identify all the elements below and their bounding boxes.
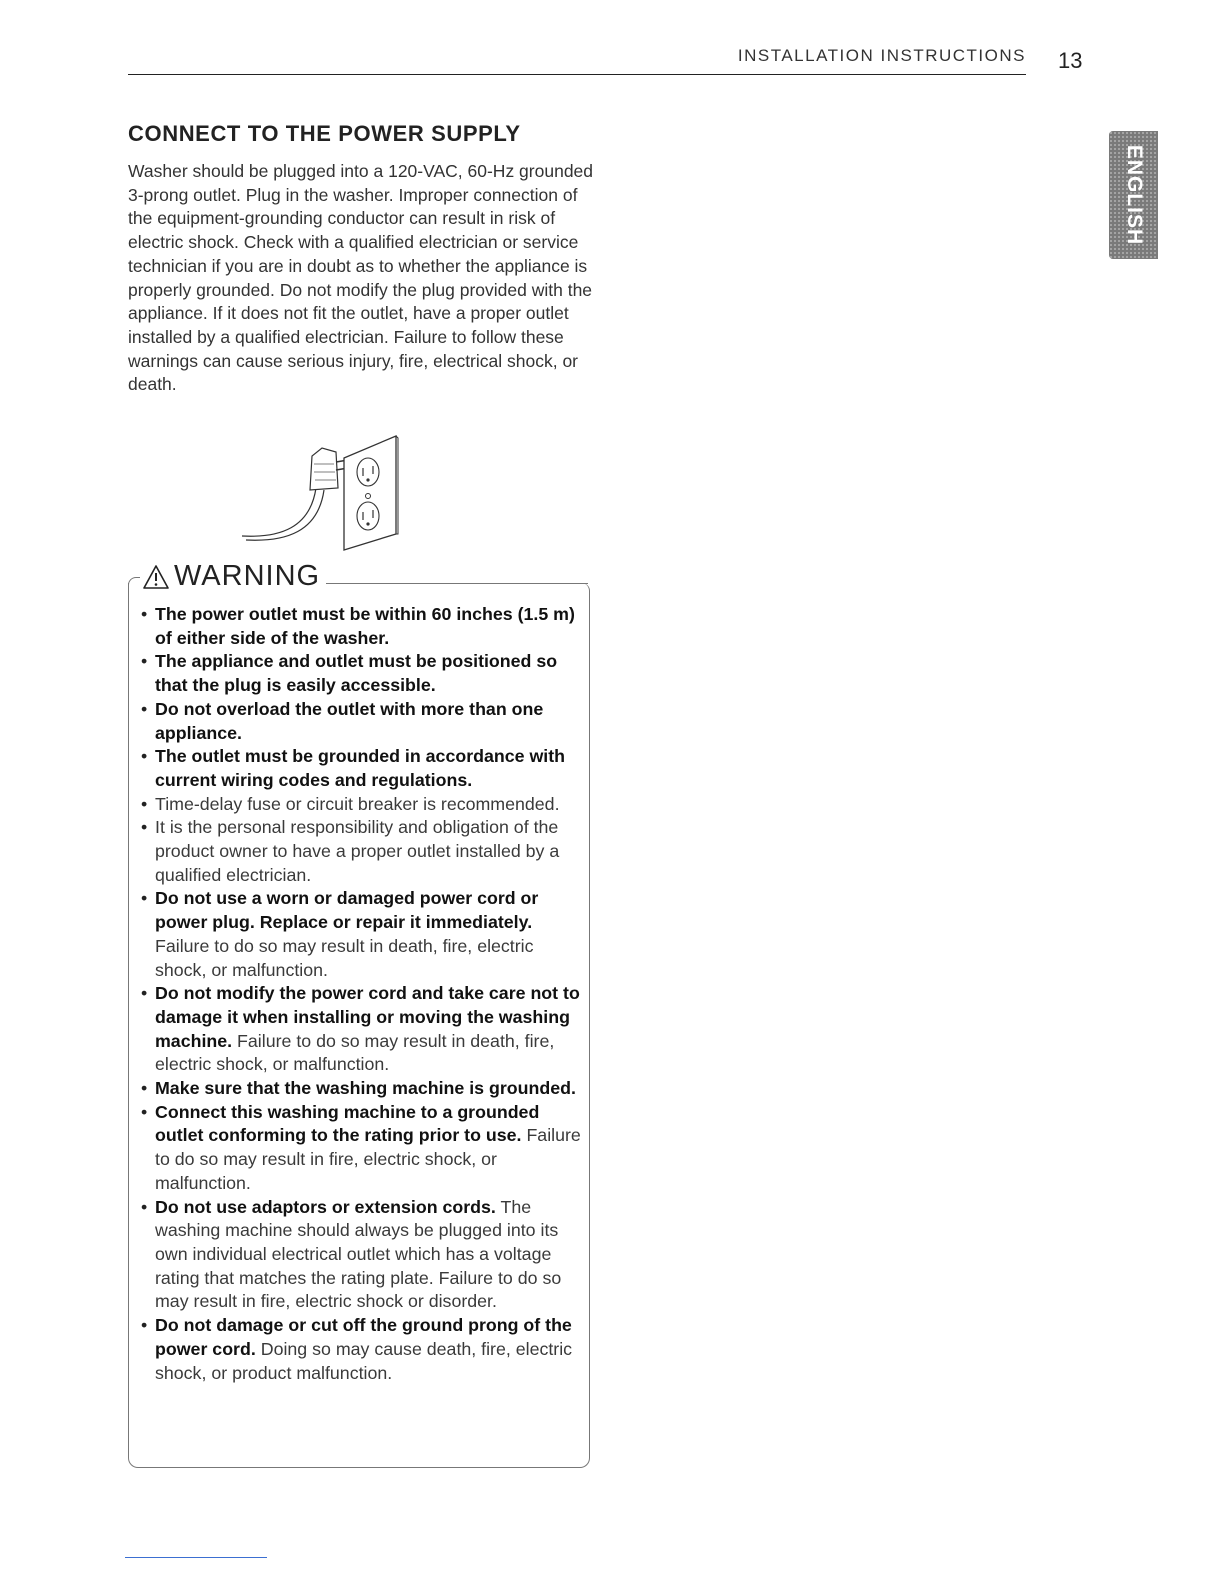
language-tab-label: ENGLISH	[1122, 144, 1146, 246]
warning-box-top-border	[318, 583, 588, 584]
warning-heading	[140, 560, 326, 593]
warning-item-text: The washing machine should always be plugged into its own individual electrical outlet which has a voltage rating that matches the rating plate. Failure to do so may result in fire, electric shock or disorder.	[155, 1196, 562, 1312]
warning-item	[141, 745, 581, 792]
warning-item	[141, 650, 581, 697]
warning-item	[141, 698, 581, 745]
running-header: INSTALLATION INSTRUCTIONS	[737, 46, 1026, 65]
warning-item	[141, 1101, 581, 1196]
warning-item-bold: Do not overload the outlet with more than one appliance.	[155, 698, 544, 743]
warning-item-text: Time-delay fuse or circuit breaker is recommended.	[155, 793, 560, 814]
warning-item	[141, 1314, 581, 1385]
warning-item-bold: Do not use a worn or damaged power cord or power plug. Replace or repair it immediately.	[155, 888, 539, 933]
warning-item-bold: Connect this washing machine to a grounded outlet conforming to the rating prior to use.	[155, 1101, 540, 1146]
warning-item	[141, 982, 581, 1077]
plug-and-outlet-icon	[240, 428, 410, 558]
warning-item-bold: Do not damage or cut off the ground prong of the power cord.	[155, 1315, 572, 1359]
section-body: Washer should be plugged into a 120-VAC, 60-Hz grounded 3-prong outlet. Plug in the washer. Improper connection of the equipment-grounding conductor can result in risk of electric shock. Check with a qualified electrician or service technician if you are in doubt as to whether the appliance is properly grounded. Do not modify the plug provided with the appliance. If it does not fit the outlet, have a proper outlet installed by a qualified electrician. Failure to follow these warnings can cause serious injury, fire, electrical shock, or death.	[128, 161, 594, 395]
warning-item-text: Failure to do so may result in fire, electric shock, or malfunction.	[155, 1125, 581, 1193]
page-number: 13	[1058, 48, 1083, 73]
warning-triangle-icon	[142, 564, 170, 590]
warning-item	[141, 793, 581, 817]
warning-heading-text: WARNING	[174, 560, 321, 592]
warning-item-text: Failure to do so may result in death, fire, electric shock, or malfunction.	[155, 935, 534, 980]
warning-list	[141, 603, 581, 1385]
warning-item-bold: Do not use adaptors or extension cords.	[155, 1196, 496, 1217]
warning-item	[141, 1077, 581, 1101]
warning-item-text: Doing so may cause death, fire, electric shock, or product malfunction.	[155, 1338, 573, 1383]
warning-item	[141, 887, 581, 982]
warning-item	[141, 603, 581, 650]
warning-item-bold: The appliance and outlet must be positioned so that the plug is easily accessible.	[155, 651, 558, 696]
header-divider	[128, 74, 1026, 75]
warning-item-bold: The outlet must be grounded in accordance with current wiring codes and regulations.	[155, 746, 565, 790]
warning-item-text: It is the personal responsibility and obligation of the product owner to have a proper outlet installed by a qualified electrician.	[155, 817, 560, 885]
warning-item	[141, 1196, 581, 1315]
section-title: CONNECT TO THE POWER SUPPLY	[128, 121, 521, 146]
warning-item	[141, 816, 581, 887]
warning-item-bold: Do not modify the power cord and take care not to damage it when installing or moving the washing machine.	[155, 983, 580, 1051]
warning-item-bold: Make sure that the washing machine is grounded.	[155, 1078, 576, 1099]
warning-item-bold: The power outlet must be within 60 inches (1.5 m) of either side of the washer.	[155, 604, 575, 648]
warning-item-text: Failure to do so may result in death, fire, electric shock, or malfunction.	[155, 1030, 555, 1075]
footer-rule	[125, 1557, 267, 1558]
language-tab	[1109, 131, 1158, 259]
